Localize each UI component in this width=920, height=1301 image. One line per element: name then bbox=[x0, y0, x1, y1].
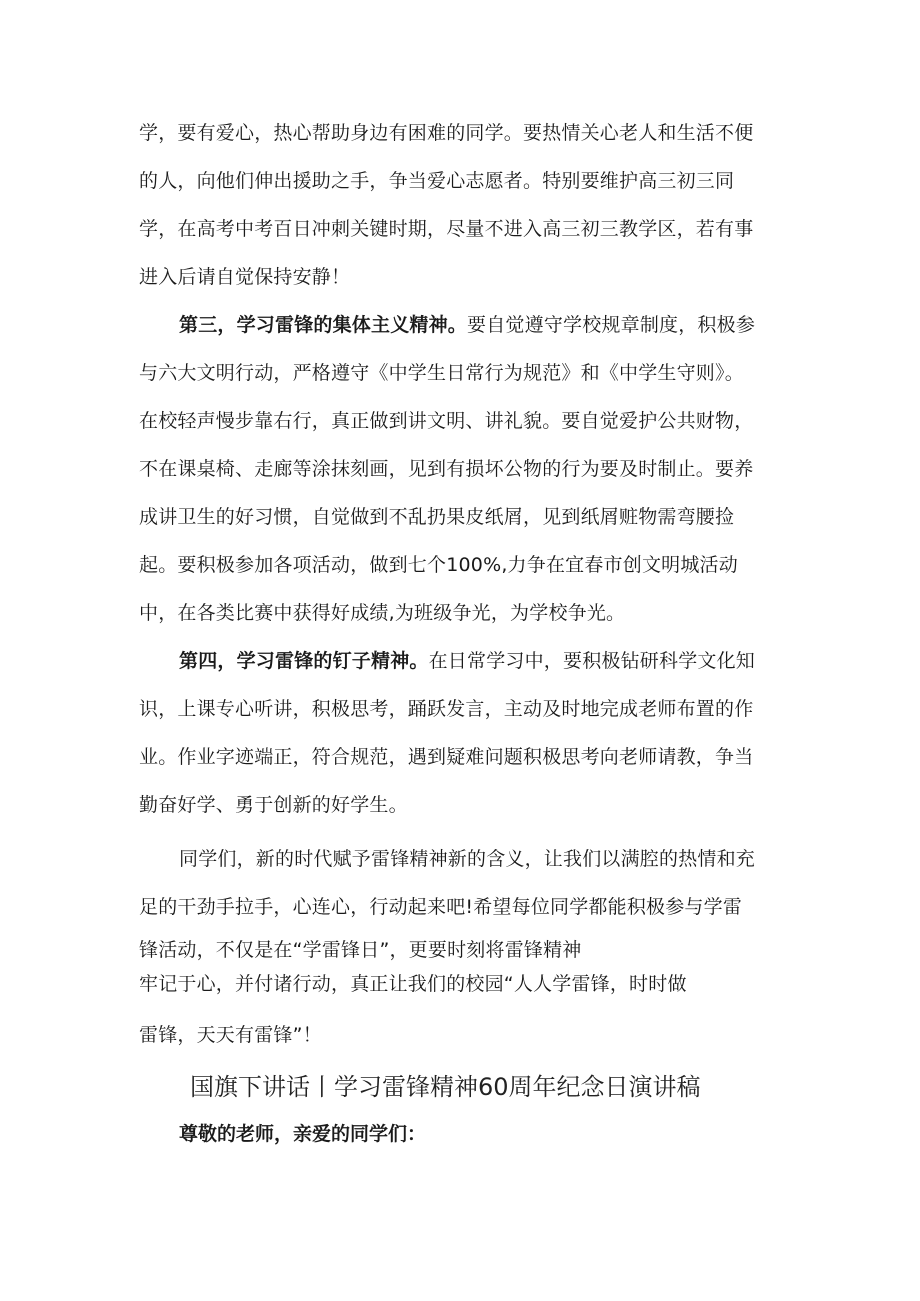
p3-heading: 第四，学习雷锋的钉子精神。 bbox=[179, 650, 429, 672]
p2-first-line bbox=[179, 313, 755, 337]
p1-line-3: 学，在高考中考百日冲刺关键时期，尽量不进入高三初三教学区，若有事 bbox=[139, 218, 754, 240]
p4-line-4: 牢记于心，并付诸行动，真正让我们的校园“人人学雷锋，时时做 bbox=[139, 973, 687, 995]
p4-first-line: 同学们，新的时代赋予雷锋精神新的含义，让我们以满腔的热情和充 bbox=[179, 848, 756, 870]
p3-line-3: 业。作业字迹端正，符合规范，遇到疑难问题积极思考向老师请教，争当 bbox=[139, 746, 754, 768]
p2-line-3: 在校轻声慢步靠右行，真正做到讲文明、讲礼貌。要自觉爱护公共财物， bbox=[139, 410, 754, 432]
p3-line-2: 识，上课专心听讲，积极思考，踊跃发言，主动及时地完成老师布置的作 bbox=[139, 698, 754, 720]
greeting: 尊敬的老师，亲爱的同学们： bbox=[179, 1123, 427, 1145]
p4-line-3: 锋活动，不仅是在“学雷锋日”，更要时刻将雷锋精神 bbox=[139, 939, 582, 961]
p4-line-5: 雷锋，天天有雷锋”！ bbox=[139, 1024, 322, 1046]
p3-line-4: 勤奋好学、勇于创新的好学生。 bbox=[139, 794, 408, 816]
p3-first-line bbox=[179, 649, 755, 673]
p3-first-text: 在日常学习中，要积极钻研科学文化知 bbox=[428, 650, 756, 672]
p2-line-2: 与六大文明行动，严格遵守《中学生日常行为规范》和《中学生守则》。 bbox=[139, 362, 744, 384]
p2-line-6: 起。要积极参加各项活动，做到七个100%,力争在宜春市创文明城活动 bbox=[139, 554, 738, 576]
p2-line-5: 成讲卫生的好习惯，自觉做到不乱扔果皮纸屑，见到纸屑赃物需弯腰捡 bbox=[139, 506, 735, 528]
p4-line-2: 足的干劲手拉手，心连心，行动起来吧!希望每位同学都能积极参与学雷 bbox=[139, 896, 743, 918]
p1-line-4: 进入后请自觉保持安静！ bbox=[139, 266, 351, 288]
p2-line-7: 中，在各类比赛中获得好成绩,为班级争光，为学校争光。 bbox=[139, 602, 626, 624]
p2-first-text: 要自觉遵守学校规章制度，积极参 bbox=[467, 314, 756, 336]
p2-heading: 第三，学习雷锋的集体主义精神。 bbox=[179, 314, 468, 336]
speech-title: 国旗下讲话丨学习雷锋精神60周年纪念日演讲稿 bbox=[190, 1073, 701, 1101]
p2-line-4: 不在课桌椅、走廊等涂抹刻画，见到有损坏公物的行为要及时制止。要养 bbox=[139, 458, 754, 480]
p1-line-2: 的人，向他们伸出援助之手，争当爱心志愿者。特别要维护高三初三同 bbox=[139, 170, 735, 192]
p1-line-1: 学，要有爱心，热心帮助身边有困难的同学。要热情关心老人和生活不便 bbox=[139, 122, 754, 144]
